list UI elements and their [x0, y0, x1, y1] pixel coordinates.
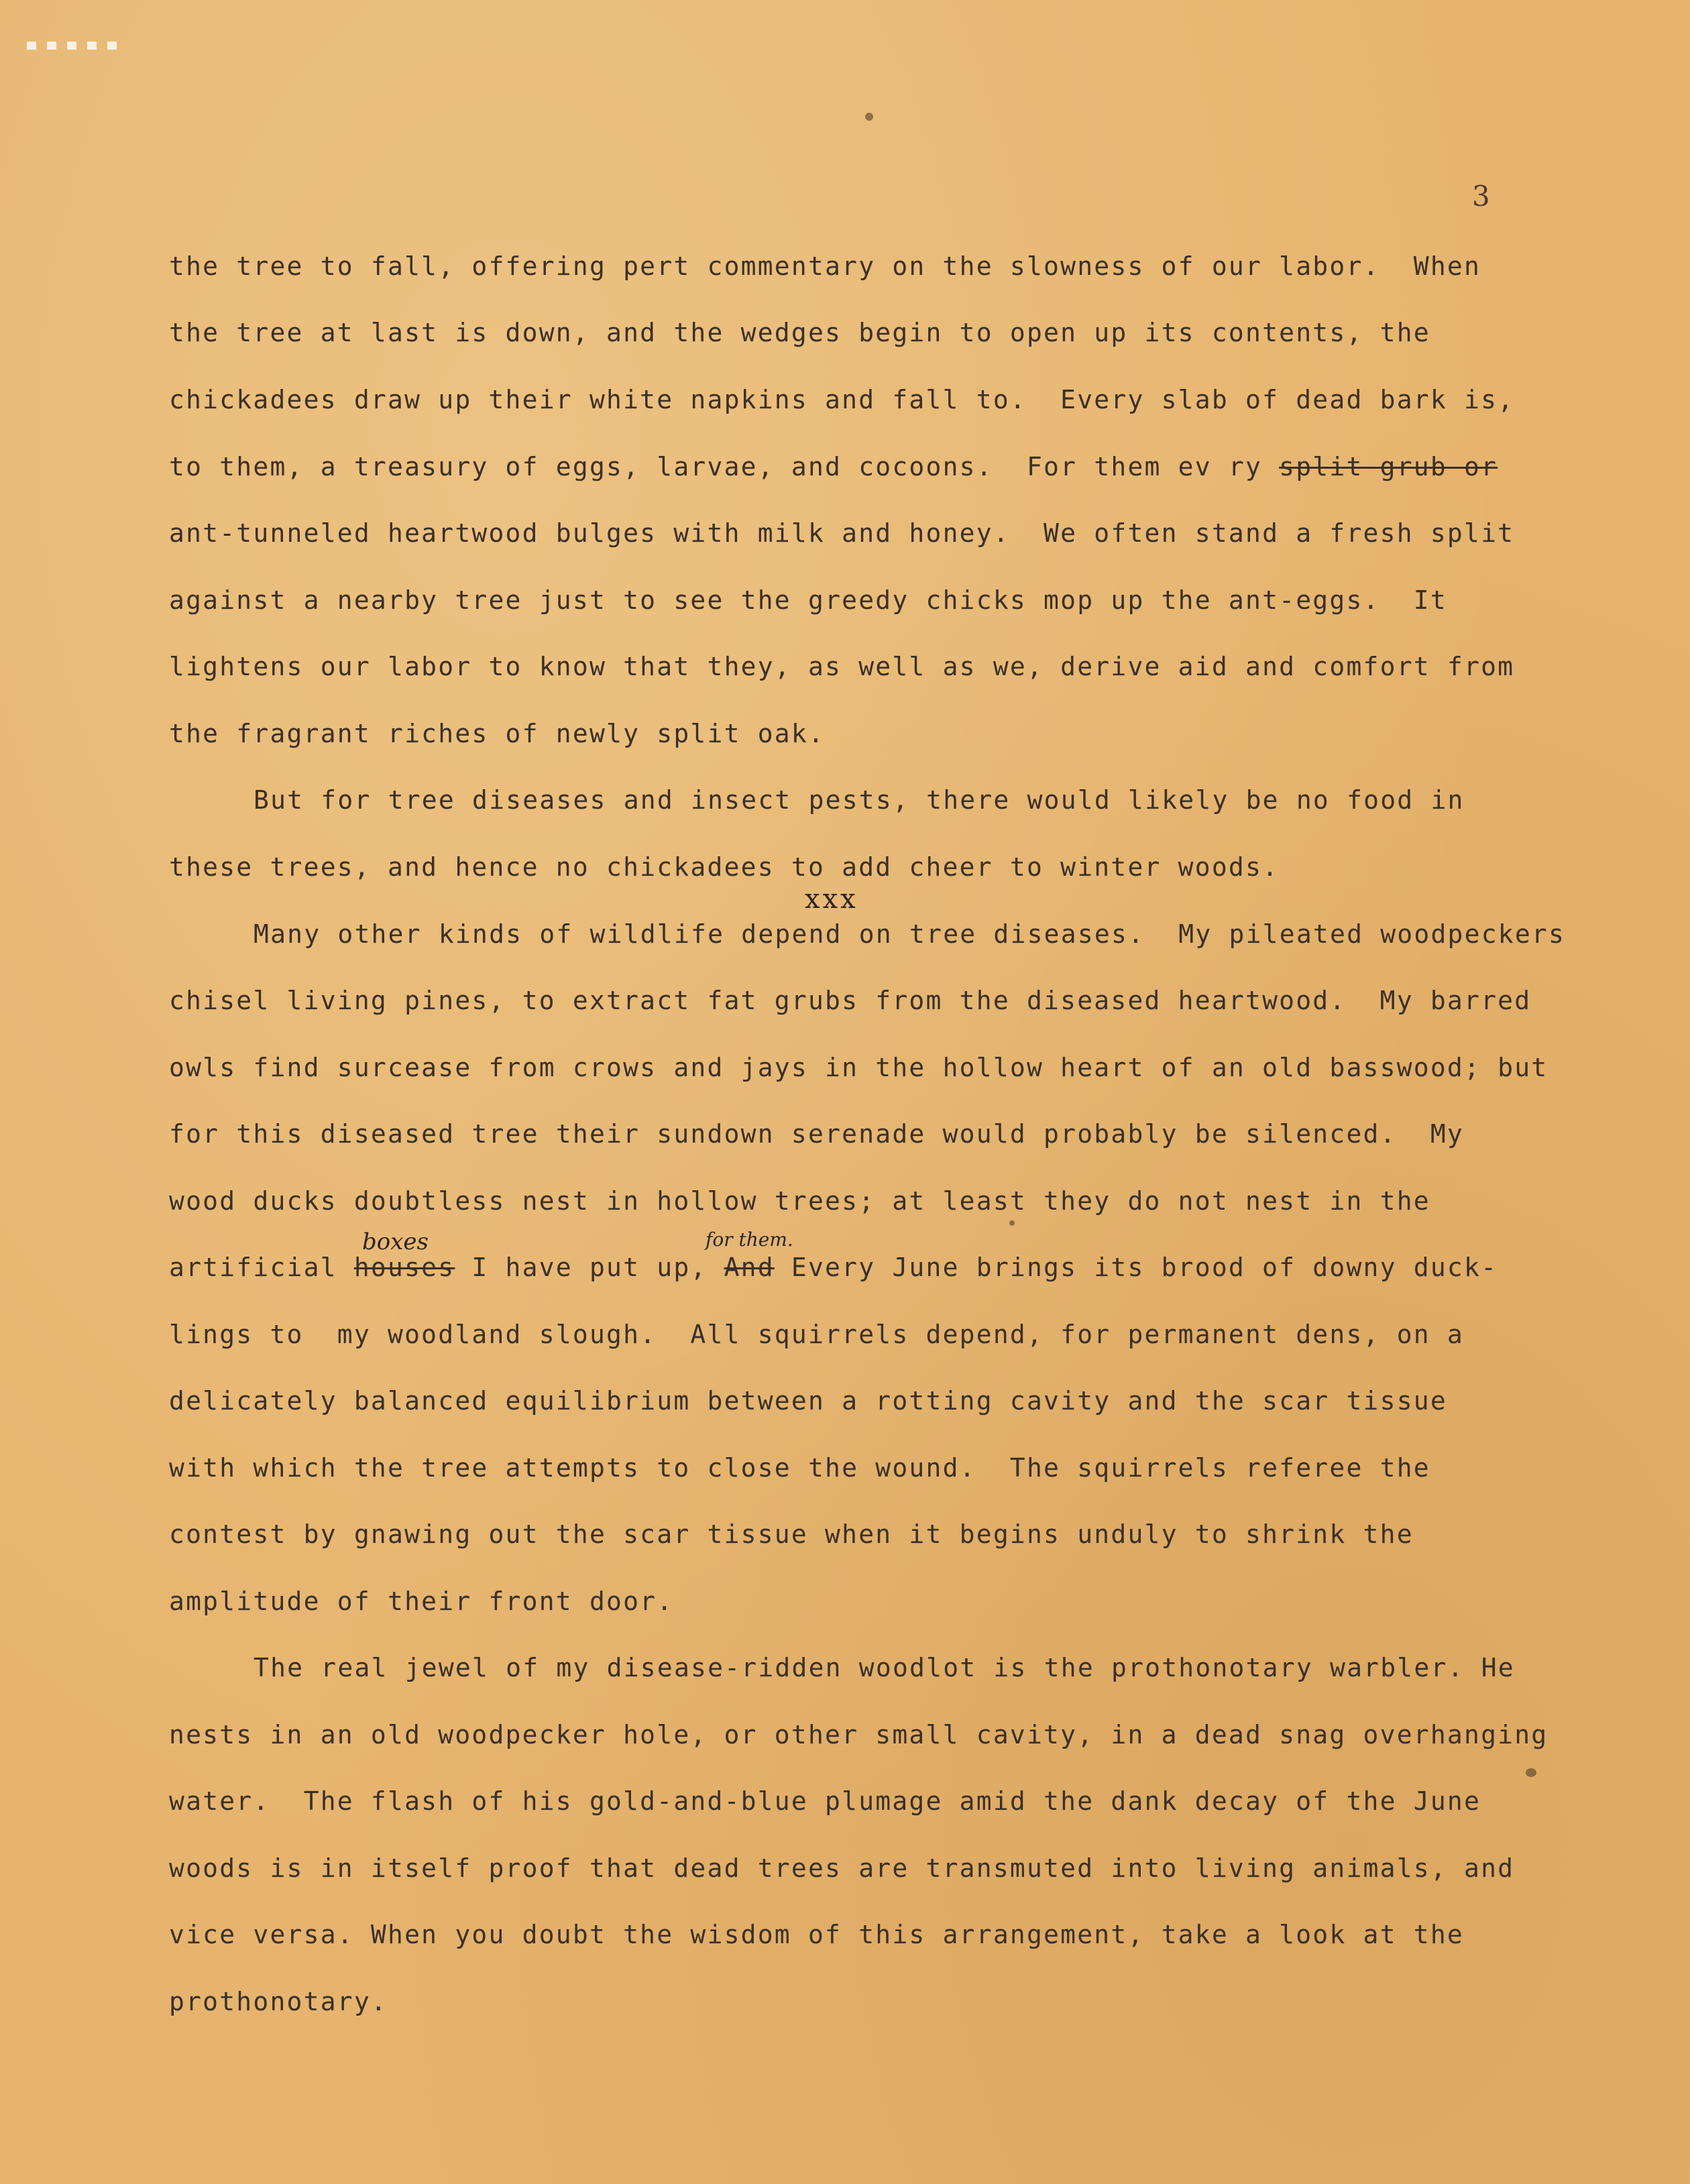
text-line: vice versa. When you doubt the wisdom of this arrangement, take a look at the	[169, 1920, 1465, 1949]
text-line: nests in an old woodpecker hole, or other small cavity, in a dead snag overhanging	[169, 1720, 1548, 1749]
section-break-mark: xxx	[805, 884, 858, 915]
text-fragment: to them, a treasury of eggs, larvae, and cocoons. For them ev ry	[169, 452, 1263, 481]
text-line: the tree at last is down, and the wedges begin to open up its contents, the	[169, 318, 1430, 347]
text-line: chisel living pines, to extract fat grubs from the diseased heartwood. My barred	[169, 986, 1532, 1015]
text-line: lings to my woodland slough. All squirrels depend, for permanent dens, on a	[169, 1320, 1465, 1349]
text-line: prothonotary.	[169, 1987, 388, 2016]
text-line: lightens our labor to know that they, as well as we, derive aid and comfort from	[169, 652, 1515, 681]
text-line: Many other kinds of wildlife depend on tree diseases. My pileated woodpeckers	[253, 919, 1566, 949]
text-line: with which the tree attempts to close the wound. The squirrels referee the	[169, 1453, 1430, 1483]
text-line: contest by gnawing out the scar tissue when it begins unduly to shrink the	[169, 1519, 1414, 1549]
text-line	[169, 1255, 1498, 1280]
text-line: chickadees draw up their white napkins and fall to. Every slab of dead bark is,	[169, 385, 1515, 414]
handwritten-insertion-boxes: boxes	[362, 1228, 429, 1255]
struck-text: houses	[353, 1253, 455, 1282]
paper-speck	[865, 113, 873, 121]
edge-punch-marks	[27, 42, 127, 50]
page-number: 3	[1472, 180, 1490, 213]
text-line: But for tree diseases and insect pests, there would likely be no food in	[253, 785, 1465, 815]
text-line: ant-tunneled heartwood bulges with milk and honey. We often stand a fresh split	[169, 518, 1515, 548]
text-line: delicately balanced equilibrium between a rotting cavity and the scar tissue	[169, 1386, 1447, 1416]
text-line: woods is in itself proof that dead trees are transmuted into living animals, and	[169, 1853, 1515, 1883]
text-line: The real jewel of my disease-ridden woodlot is the prothonotary warbler. He	[253, 1653, 1515, 1682]
struck-text: And	[724, 1253, 775, 1282]
text-line: these trees, and hence no chickadees to add cheer to winter woods.	[169, 852, 1280, 882]
paper-speck	[1009, 1220, 1015, 1226]
paper-speck	[1526, 1768, 1536, 1777]
handwritten-insertion-for-them: for them.	[706, 1228, 793, 1251]
text-line: water. The flash of his gold-and-blue plumage amid the dank decay of the June	[169, 1786, 1481, 1816]
struck-text: split grub or	[1279, 452, 1498, 481]
text-line: the tree to fall, offering pert commentary on the slowness of our labor. When	[169, 251, 1481, 281]
text-line: amplitude of their front door.	[169, 1587, 674, 1616]
text-line	[169, 454, 1498, 479]
text-line: owls find surcease from crows and jays in the hollow heart of an old basswood; but	[169, 1053, 1548, 1082]
text-line: against a nearby tree just to see the greedy chicks mop up the ant-eggs. It	[169, 585, 1447, 615]
text-line: wood ducks doubtless nest in hollow trees; at least they do not nest in the	[169, 1186, 1430, 1216]
text-fragment: artificial	[169, 1253, 354, 1282]
text-fragment: Every June brings its brood of downy duck-	[774, 1253, 1498, 1282]
text-line: for this diseased tree their sundown serenade would probably be silenced. My	[169, 1119, 1465, 1149]
text-line: the fragrant riches of newly split oak.	[169, 719, 826, 748]
text-fragment: I have put up,	[455, 1253, 708, 1282]
